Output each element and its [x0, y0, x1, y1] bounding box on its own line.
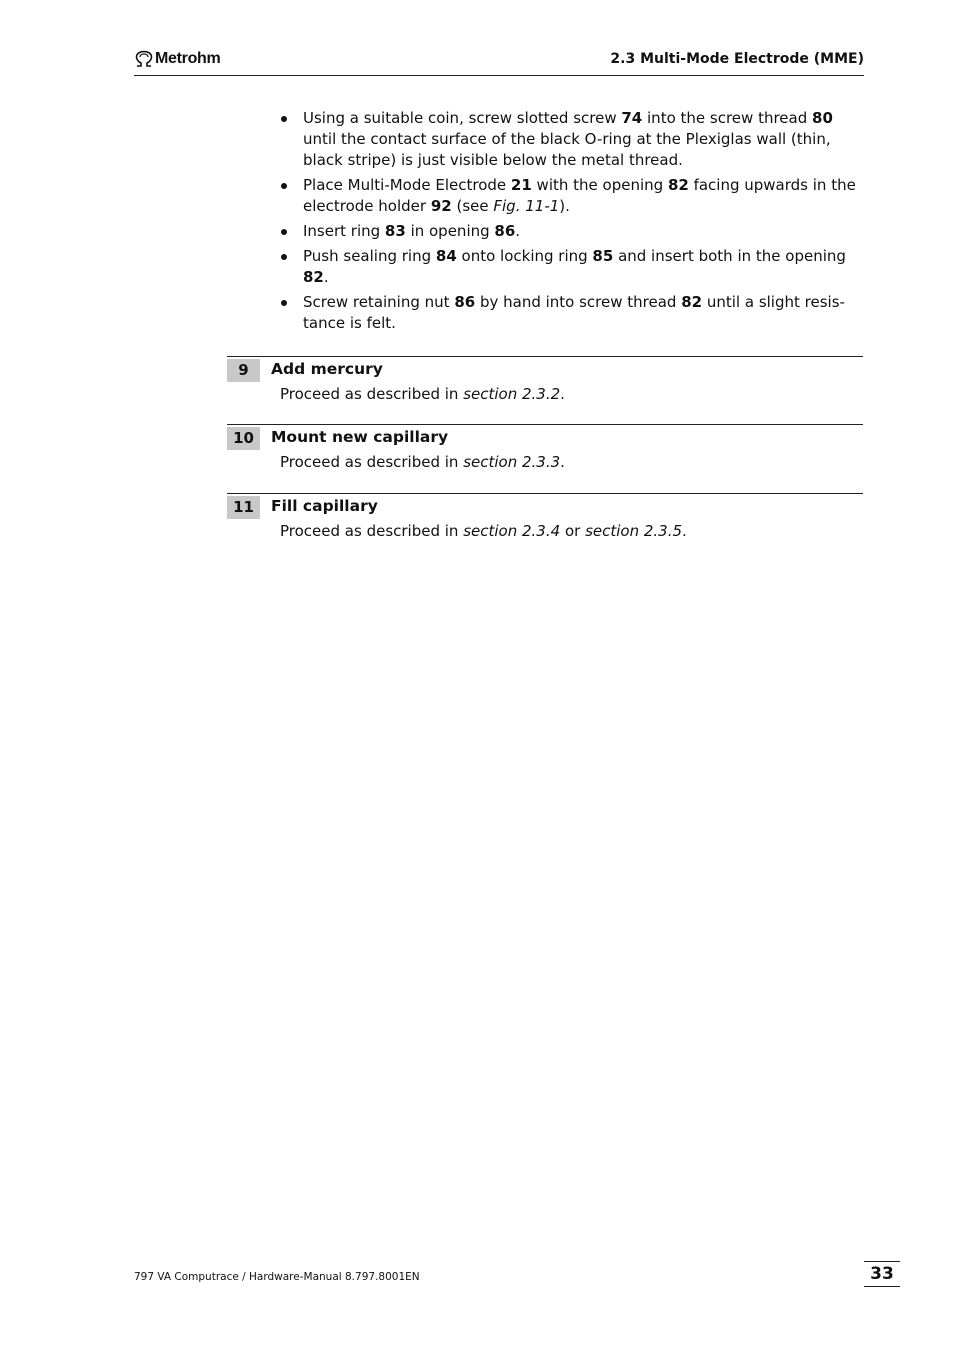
text-run: onto locking ring [456, 247, 593, 265]
text-run: into the screw thread [642, 109, 813, 127]
item-reference-number: 86 [454, 293, 476, 311]
step-number: 10 [227, 427, 260, 450]
step-number: 11 [227, 496, 260, 519]
bullet-item [281, 108, 865, 171]
text-run: (see [451, 197, 494, 215]
text-run: facing upwards in the electrode holder [303, 176, 856, 215]
bullet-item [281, 221, 865, 242]
item-reference-number: 80 [812, 109, 833, 127]
step-body [280, 453, 565, 471]
item-reference-number: 82 [667, 176, 689, 194]
omega-logo-icon [134, 50, 154, 68]
section-title: 2.3 Multi-Mode Electrode (MME) [610, 51, 864, 67]
metrohm-logo [134, 50, 220, 68]
text-run: ). [559, 197, 570, 215]
step-10 [227, 424, 863, 485]
text-run: . [560, 385, 565, 403]
item-reference-number: 21 [510, 176, 532, 194]
text-run: Screw retaining nut [303, 293, 455, 311]
text-run: in opening [405, 222, 495, 240]
text-run: . [515, 222, 521, 240]
step-title: Mount new capillary [271, 428, 449, 446]
text-run: . [682, 522, 687, 540]
step-number: 9 [227, 359, 260, 382]
bullet-item [281, 175, 865, 217]
instruction-bullet-list [281, 108, 865, 338]
step-title: Add mercury [271, 360, 383, 378]
step-body [280, 385, 565, 403]
bullet-item [281, 292, 865, 334]
page-number: 33 [864, 1261, 900, 1287]
step-body [280, 522, 687, 540]
text-run: Insert ring [303, 222, 385, 240]
step-title: Fill capillary [271, 497, 378, 515]
text-run: Proceed as described in [280, 453, 464, 471]
text-run: Using a suitable coin, screw slotted screw [303, 109, 622, 127]
item-reference-number: 86 [494, 222, 516, 240]
text-run: . [560, 453, 565, 471]
cross-reference: Fig. 11-1 [493, 197, 560, 215]
text-run: Push sealing ring [303, 247, 436, 265]
item-reference-number: 92 [430, 197, 452, 215]
cross-reference: section 2.3.5 [585, 522, 683, 540]
text-run: by hand into screw thread [475, 293, 682, 311]
bullet-item [281, 246, 865, 288]
item-reference-number: 84 [435, 247, 457, 265]
item-reference-number: 85 [592, 247, 614, 265]
text-run: Place Multi-Mode Electrode [303, 176, 511, 194]
item-reference-number: 83 [384, 222, 406, 240]
text-run: or [560, 522, 586, 540]
page-header [134, 48, 864, 76]
cross-reference: section 2.3.2 [463, 385, 561, 403]
text-run: Proceed as described in [280, 522, 464, 540]
text-run: until a slight resis-tance is felt. [303, 293, 845, 332]
text-run: Proceed as described in [280, 385, 464, 403]
item-reference-number: 74 [621, 109, 643, 127]
text-run: . [323, 268, 329, 286]
item-reference-number: 82 [303, 268, 324, 286]
cross-reference: section 2.3.4 [463, 522, 561, 540]
text-run: until the contact surface of the black O-ring at the Plexiglas wall (thin, black stripe) is just visible below the metal thread. [303, 130, 831, 169]
item-reference-number: 82 [681, 293, 703, 311]
step-11 [227, 493, 863, 554]
step-9 [227, 356, 863, 417]
cross-reference: section 2.3.3 [463, 453, 561, 471]
logo-text: Metrohm [155, 50, 221, 67]
text-run: with the opening [531, 176, 668, 194]
text-run: and insert both in the opening [613, 247, 846, 265]
footer-manual-text: 797 VA Computrace / Hardware-Manual 8.797.8001EN [134, 1271, 420, 1283]
